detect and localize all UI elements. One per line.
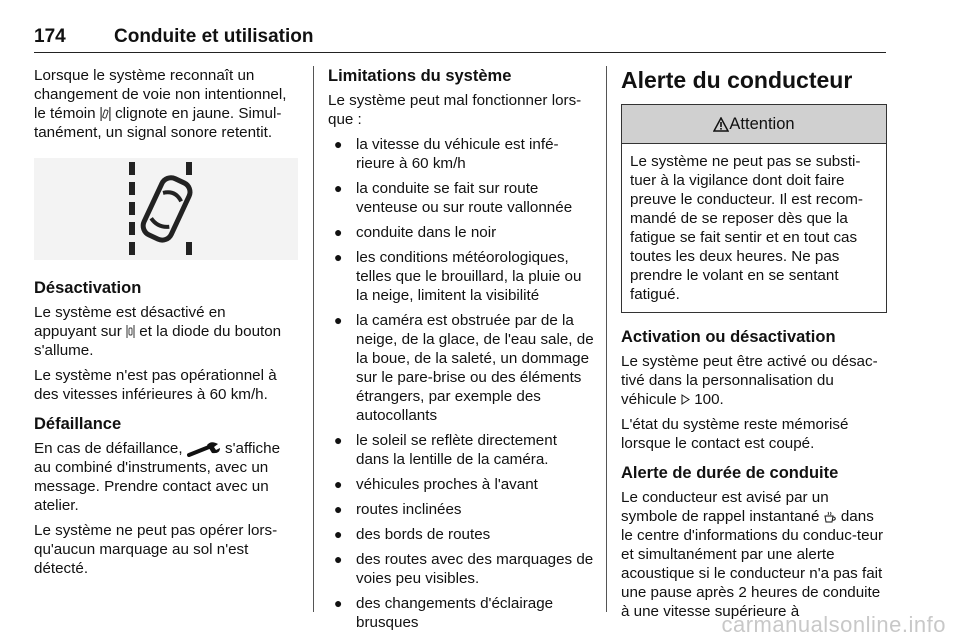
list-item: ● la caméra est obstruée par de la neige, de la glace, de l'eau sale, de la boue, de la saleté, un dommage sur le pare-brise ou des éléments étrangers, par exemple des autocollants (334, 312, 594, 424)
coffee-cup-icon (824, 511, 837, 523)
lane-assist-button-icon (126, 325, 135, 338)
warning-box (621, 104, 887, 313)
list-item: ● véhicules proches à l'avant (334, 476, 538, 493)
driver-alert-heading: Alerte du conducteur (621, 67, 853, 93)
warning-title: Attention (729, 115, 795, 133)
limitations-intro: Le système peut mal fonctionner lors-que : (328, 92, 582, 128)
list-item: ● la vitesse du véhicule est infé-rieure à 60 km/h (334, 136, 559, 172)
list-item: ● les conditions météorologiques, telles que le brouillard, la pluie ou la neige, limitent la visibilité (334, 249, 582, 304)
list-item: ● des changements d'éclairage brusques (334, 595, 554, 631)
list-item: ● le soleil se reflète directement dans la lentille de la caméra. (334, 432, 557, 468)
deactivation-paragraph: Le système est désactivé en appuyant sur et la diode du bouton s'allume. (34, 304, 282, 359)
page-number: 174 (34, 26, 66, 47)
column-divider-2 (606, 66, 607, 612)
column-2 (328, 66, 594, 638)
lane-departure-icon (100, 107, 111, 121)
watermark: carmanualsonline.info (721, 612, 946, 637)
limitations-heading: Limitations du système (328, 67, 512, 85)
list-item: ● des bords de routes (334, 526, 491, 543)
deactivation-heading: Désactivation (34, 279, 142, 297)
wrench-icon (187, 441, 221, 457)
failure-note: Le système ne peut pas opérer lors-qu'aucun marquage au sol n'est détecté. (34, 522, 278, 577)
list-item: ● la conduite se fait sur route venteuse ou sur route vallonnée (334, 180, 573, 216)
warning-text: Le système ne peut pas se substi-tuer à la vigilance dont doit faire preuve le conducteur. Il est recom-mandé de se reposer dès que la fatigue se fait sentir et en tout cas toutes les deux heures. Ne pas prendre le volant en se sentant fatigué. (630, 153, 863, 303)
column-1 (34, 66, 298, 584)
activation-paragraph: Le système peut être activé ou désac-tivé dans la personnalisation du véhicule 100. (621, 353, 878, 408)
page-header (34, 26, 886, 53)
list-item: ● des routes avec des marquages de voies peu visibles. (334, 551, 594, 587)
failure-paragraph: En cas de défaillance, s'affiche au combiné d'instruments, avec un message. Prendre contact avec un atelier. (34, 440, 281, 514)
column-3 (621, 66, 887, 627)
driving-time-paragraph: Le conducteur est avisé par un symbole de rappel instantané dans le centre d'informations du conduc-teur et simultanément par une alerte acoustique si le conducteur n'a pas fait une pause après 2 heures de conduite à une vitesse supérieure à (621, 489, 884, 620)
failure-heading: Défaillance (34, 415, 122, 433)
list-item: ● routes inclinées (334, 501, 462, 518)
activation-memory-note: L'état du système reste mémorisé lorsque le contact est coupé. (621, 416, 849, 452)
warning-body (622, 144, 886, 312)
list-item: ● conduite dans le noir (334, 224, 497, 241)
column-divider-1 (313, 66, 314, 612)
page-title: Conduite et utilisation (114, 26, 314, 47)
driving-time-heading: Alerte de durée de conduite (621, 464, 839, 482)
deactivation-speed-note: Le système n'est pas opérationnel à des vitesses inférieures à 60 km/h. (34, 367, 277, 403)
lane-departure-illustration (34, 158, 298, 260)
lane-car-icon (34, 158, 298, 260)
activation-heading: Activation ou désactivation (621, 328, 836, 346)
limitations-list (328, 135, 594, 632)
warning-header (622, 105, 886, 144)
intro-paragraph: Lorsque le système reconnaît un changement de voie non intentionnel, le témoin clignote en jaune. Simul- tanément, un signal sonore retentit. (34, 67, 287, 141)
page-reference-arrow-icon (681, 394, 690, 405)
warning-triangle-icon (713, 117, 729, 132)
